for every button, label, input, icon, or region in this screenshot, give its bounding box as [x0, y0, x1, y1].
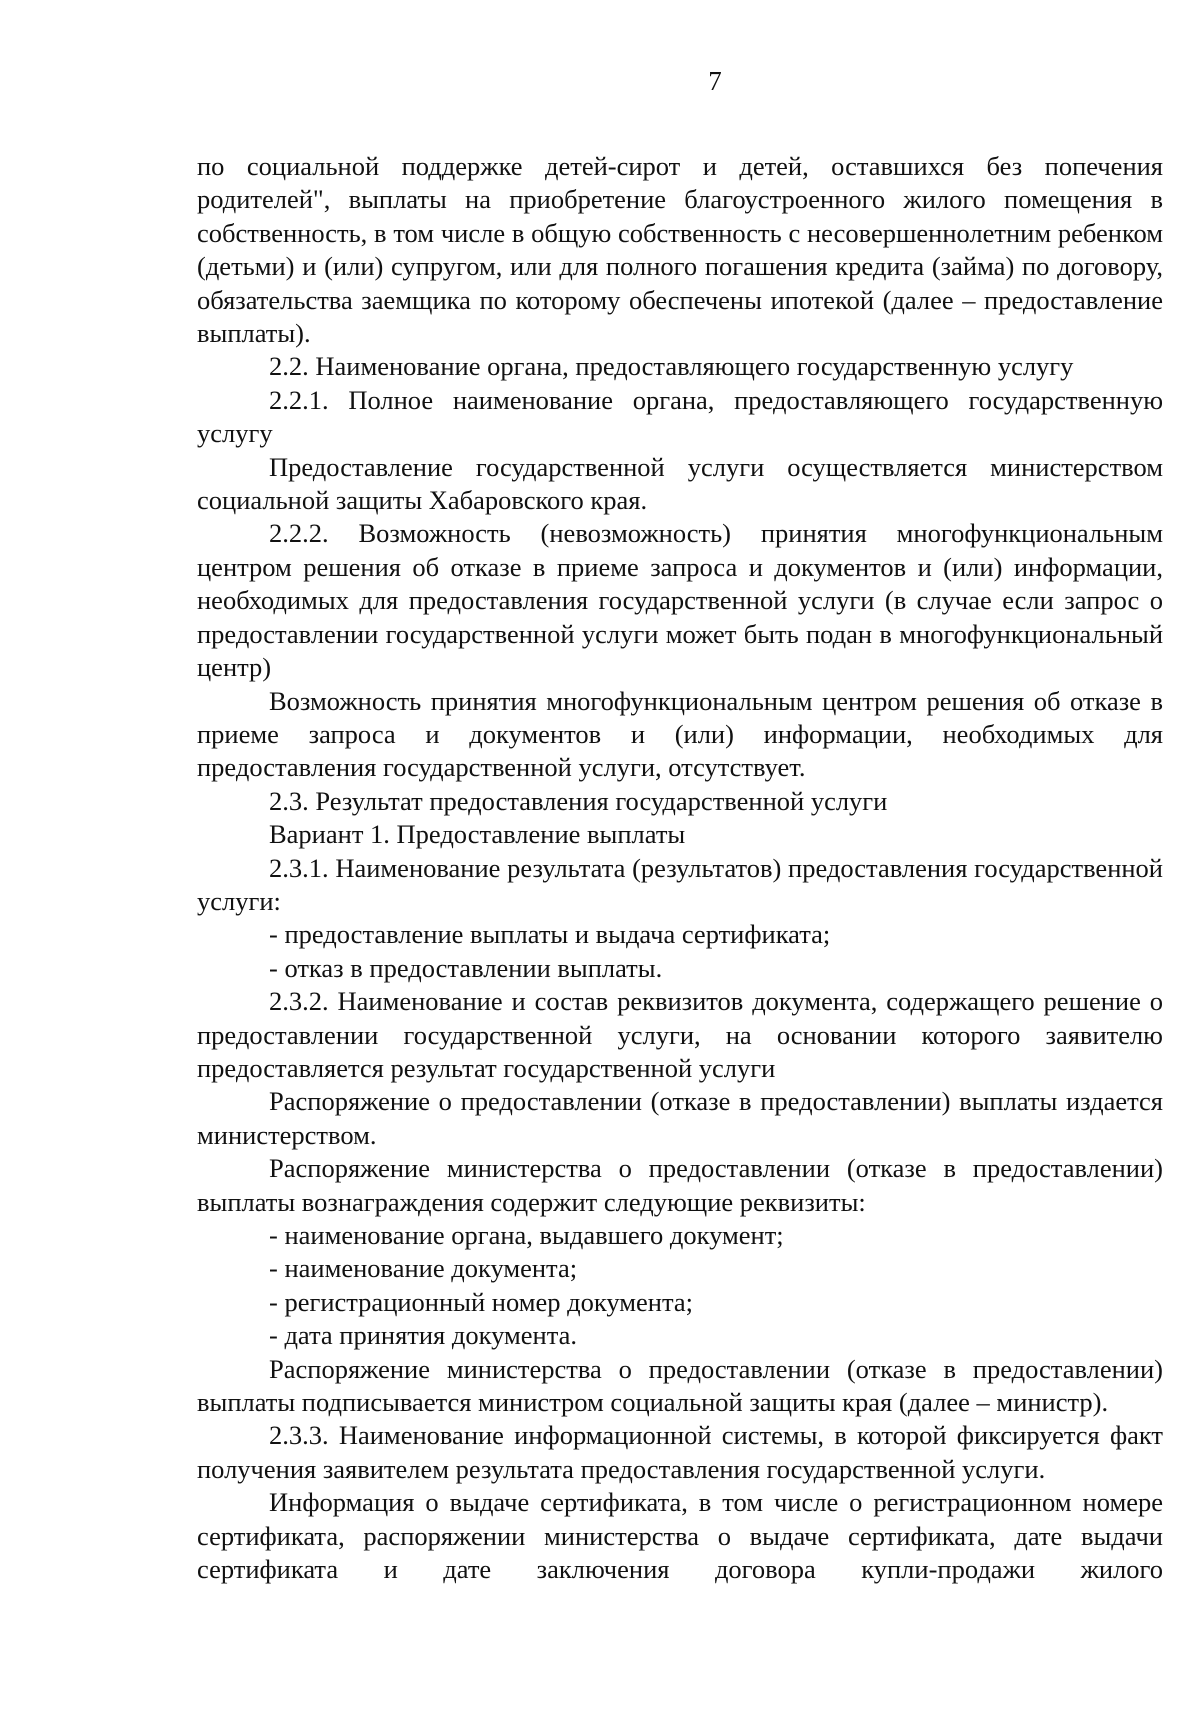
section-heading-2-2: 2.2. Наименование органа, предоставляющего государственную услугу [269, 351, 1074, 382]
paragraph-certificate-info: Информация о выдаче сертификата, в том числе о регистрационном номере сертификата, распоряжении министерства о выдаче сертификата, дате выдачи сертификата и дате заключения договора купли-продажи жилого [197, 1487, 1163, 1585]
section-heading-2-2-1: 2.2.1. Полное наименование органа, предоставляющего государственную услугу [197, 384, 1163, 449]
variant-heading: Вариант 1. Предоставление выплаты [269, 819, 686, 850]
section-heading-2-3: 2.3. Результат предоставления государственной услуги [269, 785, 888, 816]
paragraph-mfc-decision: Возможность принятия многофункциональным центром решения об отказе в приеме запроса и документов и (или) информации, необходимых для предоставления государственной услуги, отсутствует. [197, 685, 1163, 783]
page-number: 7 [708, 66, 722, 96]
list-item: - наименование документа; [269, 1253, 578, 1284]
section-heading-2-3-2: 2.3.2. Наименование и состав реквизитов документа, содержащего решение о предоставлении государственной услуги, на основании которого заявителю предоставляется результат государственной услуги [197, 986, 1163, 1083]
list-item: - наименование органа, выдавшего документ; [269, 1220, 784, 1250]
section-heading-2-2-2: 2.2.2. Возможность (невозможность) принятия многофункциональным центром решения об отказе в приеме запроса и документов и (или) информации, необходимых для предоставления государственной услуги (в случае если запрос о предоставлении государственной услуги может быть подан в многофункциональный центр) [197, 518, 1163, 683]
list-item: - предоставление выплаты и выдача сертификата; [269, 919, 831, 950]
paragraph-order-requisites: Распоряжение министерства о предоставлении (отказе в предоставлении) выплаты вознаграждения содержит следующие реквизиты: [197, 1153, 1163, 1217]
section-heading-2-3-1: 2.3.1. Наименование результата (результатов) предоставления государственной услуги: [197, 852, 1163, 916]
list-item: - регистрационный номер документа; [269, 1286, 693, 1317]
paragraph-continuation: по социальной поддержке детей-сирот и детей, оставшихся без попечения родителей", выплаты на приобретение благоустроенного жилого помещения в собственность, в том числе в общую собственность с несовершеннолетним ребенком (детьми) и (или) супругом, или для полного погашения кредита (займа) по договору, обязательства заемщика по которому обеспечены ипотекой (далее – предоставление выплаты). [197, 151, 1163, 349]
document-body [197, 150, 1163, 1586]
paragraph-authority: Предоставление государственной услуги осуществляется министерством социальной защиты Хабаровского края. [197, 451, 1163, 516]
paragraph-order-signed: Распоряжение министерства о предоставлении (отказе в предоставлении) выплаты подписывается министром социальной защиты края (далее – министр). [197, 1353, 1163, 1418]
list-item: - дата принятия документа. [269, 1320, 577, 1351]
paragraph-order-issued: Распоряжение о предоставлении (отказе в предоставлении) выплаты издается министерством. [197, 1086, 1163, 1150]
list-item: - отказ в предоставлении выплаты. [269, 952, 663, 983]
section-heading-2-3-3: 2.3.3. Наименование информационной системы, в которой фиксируется факт получения заявителем результата предоставления государственной услуги. [197, 1420, 1163, 1484]
